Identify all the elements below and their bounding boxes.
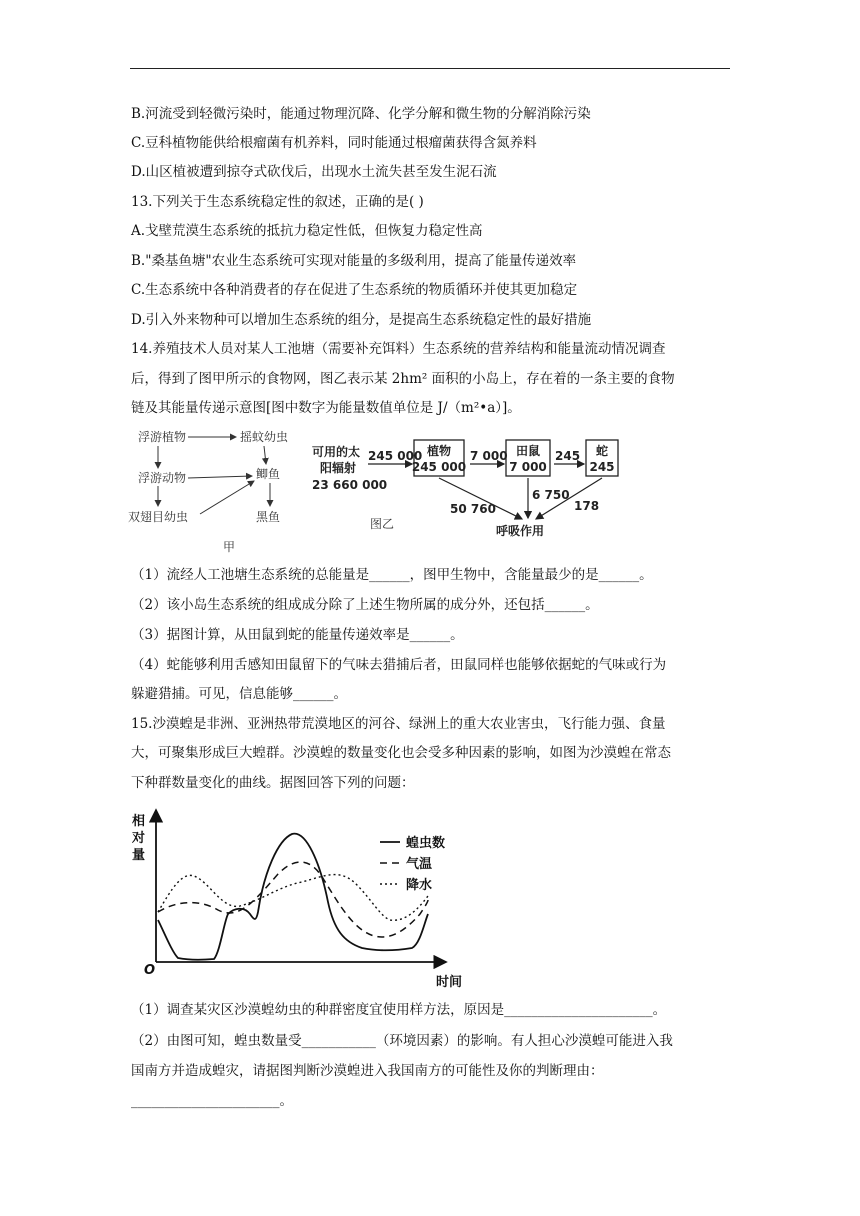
- y-axis-label-3: 量: [132, 848, 146, 863]
- node-crucian: 鲫鱼: [256, 467, 281, 481]
- food-web-figure: [128, 424, 328, 556]
- y-axis-label-2: 对: [132, 831, 146, 846]
- resp-vole: 6 750: [532, 488, 570, 502]
- box-vole-name: 田鼠: [515, 444, 541, 458]
- subq-14-4-line2: 躲避猎捕。可见，信息能够______。: [131, 686, 347, 702]
- question-14-line2: 后，得到了图甲所示的食物网，图乙表示某 2hm² 面积的小岛上，存在着的一条主要的食物: [131, 371, 675, 387]
- subq-14-4-line1: （4）蛇能够利用舌感知田鼠留下的气味去猎捕后者，田鼠同样也能够依据蛇的气味或行为: [131, 657, 667, 673]
- locust-chart: [128, 802, 478, 992]
- y-axis-label-1: 相: [132, 814, 146, 829]
- option-12b: B.河流受到轻微污染时，能通过物理沉降、化学分解和微生物的分解消除污染: [131, 106, 591, 122]
- option-13b: B."桑基鱼塘"农业生态系统可实现对能量的多级利用，提高了能量传递效率: [131, 253, 577, 269]
- origin-label: O: [144, 963, 156, 978]
- option-12c: C.豆科植物能供给根瘤菌有机养料，同时能通过根瘤菌获得含氮养料: [131, 135, 537, 151]
- input-value: 245 000: [368, 449, 423, 463]
- box-snake-value: 245: [589, 460, 615, 474]
- figure-jia-caption: 甲: [223, 540, 236, 554]
- subq-15-2-line1: （2）由图可知，蝗虫数量受___________（环境因素）的影响。有人担心沙漠蝗可能进入我: [131, 1033, 673, 1049]
- node-diptera-larva: 双翅目幼虫: [128, 510, 189, 524]
- legend-temperature: 气温: [406, 857, 433, 872]
- transfer-plant-vole: 7 000: [470, 449, 508, 463]
- respiration-label: 呼吸作用: [496, 524, 545, 538]
- subq-15-2-line3: ______________________。: [131, 1093, 293, 1109]
- node-phytoplankton: 浮游植物: [138, 430, 187, 444]
- energy-flow-figure: [308, 438, 628, 543]
- header-rule: [130, 68, 730, 69]
- subq-14-1: （1）流经人工池塘生态系统的总能量是______，图甲生物中，含能量最少的是______。: [131, 567, 653, 583]
- question-15-line1: 15.沙漠蝗是非洲、亚洲热带荒漠地区的河谷、绿洲上的重大农业害虫，飞行能力强、食量: [131, 716, 666, 732]
- series-locust: [158, 834, 428, 960]
- x-axis-label: 时间: [436, 975, 463, 990]
- subq-14-3: （3）据图计算，从田鼠到蛇的能量传递效率是______。: [131, 627, 464, 643]
- option-12d: D.山区植被遭到掠夺式砍伐后，出现水土流失甚至发生泥石流: [131, 164, 497, 180]
- transfer-vole-snake: 245: [555, 449, 581, 463]
- legend-locust: 蝗虫数: [406, 836, 446, 851]
- sun-value: 23 660 000: [312, 478, 388, 492]
- question-15-line2: 大，可聚集形成巨大蝗群。沙漠蝗的数量变化也会受多种因素的影响，如图为沙漠蝗在常态: [131, 745, 671, 761]
- node-midge-larva: 摇蚊幼虫: [240, 430, 289, 444]
- box-plant-name: 植物: [426, 444, 452, 458]
- figure-yi-caption: 图乙: [370, 517, 395, 531]
- question-14-line1: 14.养殖技术人员对某人工池塘（需要补充饵料）生态系统的营养结构和能量流动情况调查: [131, 341, 666, 357]
- resp-plant: 50 760: [450, 502, 496, 516]
- series-precipitation: [158, 875, 428, 921]
- node-zooplankton: 浮游动物: [138, 471, 187, 485]
- node-snakehead: 黑鱼: [256, 510, 281, 524]
- option-13c: C.生态系统中各种消费者的存在促进了生态系统的物质循环并使其更加稳定: [131, 282, 578, 298]
- box-snake-name: 蛇: [595, 444, 609, 458]
- sun-label-1: 可用的太: [312, 445, 361, 459]
- box-plant-value: 245 000: [411, 460, 467, 474]
- option-13d: D.引入外来物种可以增加生态系统的组分，是提高生态系统稳定性的最好措施: [131, 312, 592, 328]
- question-14-line3: 链及其能量传递示意图[图中数字为能量数值单位是 J/（m²•a）]。: [131, 400, 521, 416]
- subq-15-1: （1）调查某灾区沙漠蝗幼虫的种群密度宜使用样方法，原因是______________________。: [131, 1002, 667, 1018]
- subq-14-2: （2）该小岛生态系统的组成成分除了上述生物所属的成分外，还包括______。: [131, 597, 599, 613]
- subq-15-2-line2: 国南方并造成蝗灾，请据图判断沙漠蝗进入我国南方的可能性及你的判断理由：: [131, 1063, 604, 1079]
- series-temperature: [158, 862, 428, 937]
- sun-label-2: 阳辐射: [320, 461, 357, 475]
- resp-snake: 178: [574, 499, 600, 513]
- option-13a: A.戈壁荒漠生态系统的抵抗力稳定性低，但恢复力稳定性高: [131, 223, 483, 239]
- question-15-line3: 下种群数量变化的曲线。据图回答下列的问题：: [131, 775, 415, 791]
- box-vole-value: 7 000: [509, 460, 547, 474]
- legend-precipitation: 降水: [406, 878, 433, 893]
- question-13: 13.下列关于生态系统稳定性的叙述，正确的是( ): [131, 194, 424, 210]
